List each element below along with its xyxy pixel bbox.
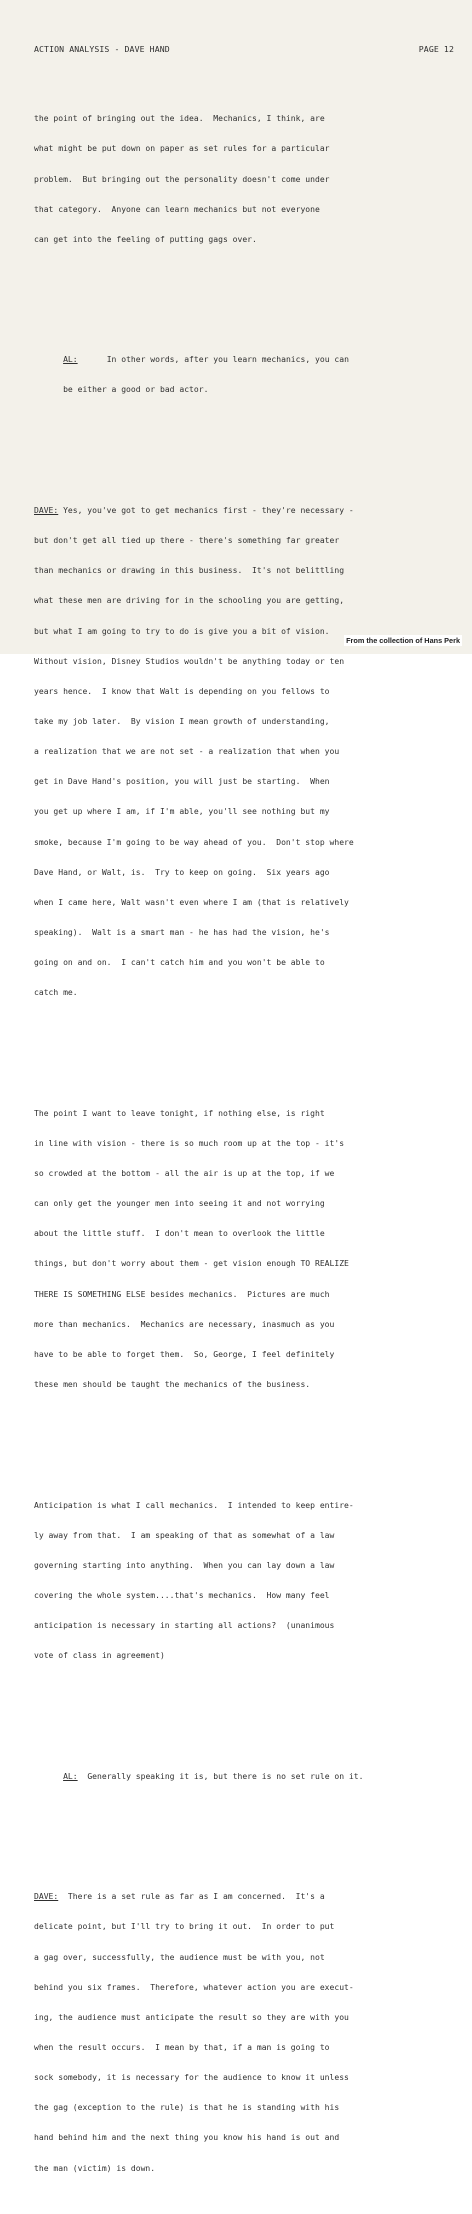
document-title: ACTION ANALYSIS - DAVE HAND bbox=[34, 44, 170, 54]
text-line: so crowded at the bottom - all the air is up at the top, if we bbox=[34, 1169, 335, 1179]
text-line: problem. But bringing out the personality doesn't come under bbox=[34, 174, 330, 184]
text-line: but what I am going to try to do is give you a bit of vision. bbox=[34, 626, 330, 636]
text-line: delicate point, but I'll try to bring it out. In order to put bbox=[34, 1922, 335, 1932]
text-line: more than mechanics. Mechanics are necessary, inasmuch as you bbox=[34, 1319, 335, 1329]
speaker-label: DAVE: bbox=[34, 505, 59, 515]
text-line: about the little stuff. I don't mean to overlook the little bbox=[34, 1229, 325, 1239]
text-line: a gag over, successfully, the audience must be with you, not bbox=[34, 1952, 325, 1962]
text-line: Without vision, Disney Studios wouldn't be anything today or ten bbox=[34, 656, 345, 666]
text-line: a realization that we are not set - a realization that when you bbox=[34, 747, 340, 757]
text-fragment: be either a good or bad actor. bbox=[63, 385, 209, 395]
document-body bbox=[34, 64, 456, 2214]
text-line: these men should be taught the mechanics of the business. bbox=[34, 1380, 311, 1389]
text-line: THERE IS SOMETHING ELSE besides mechanics. Pictures are much bbox=[34, 1289, 330, 1299]
text-line: get in Dave Hand's position, you will just be starting. When bbox=[34, 777, 330, 787]
text-fragment: There is a set rule as far as I am concerned. It's a bbox=[58, 1892, 325, 1902]
dialogue-dave bbox=[34, 1872, 456, 2194]
text-line bbox=[34, 1892, 456, 1902]
speaker-label: AL: bbox=[63, 355, 78, 365]
text-line: anticipation is necessary in starting all actions? (unanimous bbox=[34, 1621, 335, 1631]
text-line: governing starting into anything. When you can lay down a law bbox=[34, 1560, 335, 1570]
text-line: take my job later. By vision I mean growth of understanding, bbox=[34, 716, 330, 726]
text-line: the point of bringing out the idea. Mechanics, I think, are bbox=[34, 114, 325, 124]
page-header bbox=[34, 44, 454, 54]
text-line: what might be put down on paper as set rules for a particular bbox=[34, 144, 330, 154]
text-line bbox=[34, 385, 456, 395]
text-line: when I came here, Walt wasn't even where I am (that is relatively bbox=[34, 897, 349, 907]
dialogue-al bbox=[34, 335, 456, 415]
text-line: ly away from that. I am speaking of that as somewhat of a law bbox=[34, 1530, 335, 1540]
text-line: Anticipation is what I call mechanics. I intended to keep entire- bbox=[34, 1500, 354, 1510]
text-line: years hence. I know that Walt is depending on you fellows to bbox=[34, 686, 330, 696]
speaker-label: AL: bbox=[63, 1771, 78, 1781]
text-line: catch me. bbox=[34, 988, 78, 998]
page-number: PAGE 12 bbox=[418, 44, 454, 54]
text-line: going on and on. I can't catch him and you won't be able to bbox=[34, 958, 325, 968]
text-line: the man (victim) is down. bbox=[34, 2163, 156, 2173]
text-line bbox=[34, 355, 456, 365]
text-line: when the result occurs. I mean by that, if a man is going to bbox=[34, 2042, 330, 2052]
text-line: can get into the feeling of putting gags over. bbox=[34, 234, 257, 244]
text-line: that category. Anyone can learn mechanics but not everyone bbox=[34, 204, 320, 214]
text-line: vote of class in agreement) bbox=[34, 1651, 165, 1661]
text-line: Dave Hand, or Walt, is. Try to keep on going. Six years ago bbox=[34, 867, 330, 877]
text-fragment: In other words, after you learn mechanics, you can bbox=[77, 355, 349, 365]
dialogue-dave bbox=[34, 486, 456, 1018]
text-line: have to be able to forget them. So, George, I feel definitely bbox=[34, 1349, 335, 1359]
paragraph bbox=[34, 1089, 456, 1411]
text-line: things, but don't worry about them - get vision enough TO REALIZE bbox=[34, 1259, 349, 1269]
text-line: covering the whole system....that's mechanics. How many feel bbox=[34, 1590, 330, 1600]
text-line: speaking). Walt is a smart man - he has had the vision, he's bbox=[34, 927, 330, 937]
text-line: behind you six frames. Therefore, whatever action you are execut- bbox=[34, 1982, 354, 1992]
text-line: smoke, because I'm going to be way ahead of you. Don't stop where bbox=[34, 837, 354, 847]
text-line: in line with vision - there is so much room up at the top - it's bbox=[34, 1138, 345, 1148]
text-line bbox=[34, 506, 456, 516]
text-line: ing, the audience must anticipate the result so they are with you bbox=[34, 2012, 349, 2022]
text-line: can only get the younger men into seeing it and not worrying bbox=[34, 1199, 325, 1209]
text-line: The point I want to leave tonight, if nothing else, is right bbox=[34, 1108, 325, 1118]
collection-credit: From the collection of Hans Perk bbox=[346, 636, 460, 645]
text-fragment: Yes, you've got to get mechanics first - they're necessary - bbox=[58, 505, 354, 515]
text-line: than mechanics or drawing in this business. It's not belittling bbox=[34, 566, 345, 576]
text-line: you get up where I am, if I'm able, you'll see nothing but my bbox=[34, 807, 330, 817]
text-line: sock somebody, it is necessary for the audience to know it unless bbox=[34, 2073, 349, 2083]
paragraph bbox=[34, 94, 456, 265]
text-line: hand behind him and the next thing you know his hand is out and bbox=[34, 2133, 340, 2143]
text-line: what these men are driving for in the schooling you are getting, bbox=[34, 596, 345, 606]
paragraph bbox=[34, 1480, 456, 1681]
text-line: the gag (exception to the rule) is that he is standing with his bbox=[34, 2103, 340, 2113]
dialogue-al bbox=[34, 1752, 456, 1802]
text-line bbox=[34, 1772, 456, 1782]
text-line: but don't get all tied up there - there's something far greater bbox=[34, 536, 340, 546]
text-fragment: Generally speaking it is, but there is no set rule on it. bbox=[77, 1771, 364, 1781]
speaker-label: DAVE: bbox=[34, 1892, 59, 1902]
